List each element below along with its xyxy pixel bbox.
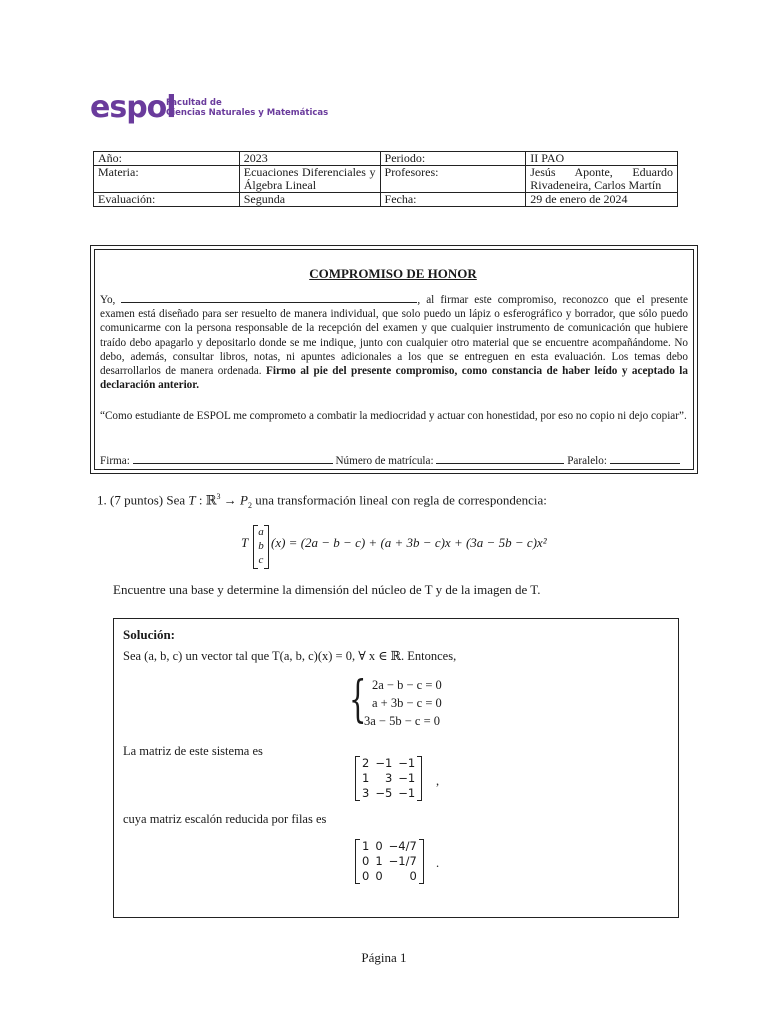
matrix-text: La matriz de este sistema es <box>123 744 263 758</box>
honor-body: , al firmar este compromiso, reconozco que el presente examen está diseñado para ser resuelto de manera individual, que solo puedo un lápiz o esferográfico y borrador, que sólo puedo comunicarme con la persona responsable de la recepción del examen y que cualquier instrumento de comunicación que hubiere traído debo apagarlo y depositarlo donde se me indique, junto con cualquier otro material que se encuentre acompañándome. No debo, además, consultar libros, notas, ni apuntes adicionales a los que se entreguen en esta evaluación. Los temas debo desarrollarlos de manera ordenada. <box>100 294 689 378</box>
date-value: 29 de enero de 2024 <box>526 193 678 207</box>
matricula-label: Número de matrícula: <box>335 455 434 467</box>
equation: 3a − 5b − c = 0 <box>364 714 440 728</box>
period-label: Periodo: <box>380 152 526 166</box>
subject-label: Materia: <box>94 166 240 193</box>
evaluation-label: Evaluación: <box>94 193 240 207</box>
system-brace: { <box>349 670 367 728</box>
solution-title: Solución: <box>123 627 176 642</box>
formula-rhs: (x) = (2a − b − c) + (a + 3b − c)x + (3a − 5b − c)x² <box>271 535 547 550</box>
exam-info-table <box>93 151 678 207</box>
problem-question: Encuentre una base y determine la dimensión del núcleo de T y de la imagen de T. <box>113 582 541 597</box>
period-value: II PAO <box>526 152 678 166</box>
vector-bracket: a b c <box>253 525 269 569</box>
problem-intro: Sea <box>166 492 186 508</box>
subject-value: Ecuaciones Diferenciales y Álgebra Lineal <box>239 166 380 193</box>
equation: 2a − b − c = 0 <box>372 678 442 692</box>
period: . <box>436 856 440 870</box>
matrix-cell: 3 <box>384 771 393 785</box>
matrix-cell: −5 <box>375 786 393 800</box>
problem-number: 1. <box>97 492 107 508</box>
professors-value: Jesús Aponte, Eduardo Rivadeneira, Carlos Martín <box>526 166 678 193</box>
faculty-line2: Ciencias Naturales y Matemáticas <box>166 108 329 118</box>
problem-statement: 1. (7 puntos) Sea T : ℝ$^3$ → $P_2$ una transformación lineal con regla de correspondencia: <box>97 492 547 510</box>
problem-intro-rest: una transformación lineal con regla de correspondencia: <box>255 492 547 508</box>
professors-label: Profesores: <box>380 166 526 193</box>
faculty-line1: Facultad de <box>166 98 222 108</box>
matrix-cell: −1 <box>398 771 416 785</box>
matrix-cell: 1 <box>375 854 383 868</box>
matrix-cell: 3 <box>362 786 370 800</box>
paralelo-blank[interactable] <box>610 463 680 464</box>
comma: , <box>436 774 440 788</box>
matrix-cell: 0 <box>375 839 383 853</box>
page-number: Página 1 <box>361 950 407 965</box>
faculty-name <box>166 98 328 118</box>
signature-line <box>100 454 688 468</box>
matrix-cell: 0 <box>362 869 370 883</box>
coefficient-matrix <box>355 756 422 801</box>
espol-logo: espol <box>90 90 176 125</box>
matrix-cell: −1/7 <box>388 854 417 868</box>
honor-statement <box>100 293 688 392</box>
matrix-cell: 0 <box>375 869 383 883</box>
yo-label: Yo, <box>100 294 116 306</box>
transform-notation: T <box>188 492 196 508</box>
rref-text: cuya matriz escalón reducida por filas es <box>123 812 327 826</box>
equation: a + 3b − c = 0 <box>372 696 442 710</box>
table-row <box>94 193 678 207</box>
evaluation-value: Segunda <box>239 193 380 207</box>
problem-points: (7 puntos) <box>110 492 164 508</box>
honor-quote: “Como estudiante de ESPOL me comprometo a combatir la mediocridad y actuar con honestidad, por eso no copio ni dejo copiar”. <box>100 410 687 422</box>
firma-blank[interactable] <box>133 463 333 464</box>
matrix-cell: 2 <box>362 756 370 770</box>
matrix-cell: −1 <box>375 756 393 770</box>
paralelo-label: Paralelo: <box>567 455 607 467</box>
name-blank[interactable] <box>121 302 417 303</box>
table-row <box>94 166 678 193</box>
honor-bold-statement: Firmo al pie del presente compromiso, como constancia de haber leído y aceptado la declaración anterior. <box>100 365 688 392</box>
equation-system <box>364 676 442 730</box>
matrix-cell: −1 <box>398 786 416 800</box>
firma-label: Firma: <box>100 455 130 467</box>
honor-title: COMPROMISO DE HONOR <box>309 266 477 281</box>
matrix-cell: −1 <box>398 756 416 770</box>
year-value: 2023 <box>239 152 380 166</box>
matrix-cell: −4/7 <box>388 839 417 853</box>
date-label: Fecha: <box>380 193 526 207</box>
transformation-formula: T a b c (x) = (2a − b − c) + (a + 3b − c)x + (3a − 5b − c)x² <box>241 525 581 575</box>
matrix-cell: 1 <box>362 839 370 853</box>
solution-intro: Sea (a, b, c) un vector tal que T(a, b, c)(x) = 0, ∀ x ∈ ℝ. Entonces, <box>123 649 457 663</box>
table-row <box>94 152 678 166</box>
matricula-blank[interactable] <box>436 463 564 464</box>
matrix-cell: 0 <box>362 854 370 868</box>
matrix-cell: 0 <box>409 869 417 883</box>
year-label: Año: <box>94 152 240 166</box>
rref-matrix <box>355 839 424 884</box>
matrix-cell: 1 <box>362 771 370 785</box>
